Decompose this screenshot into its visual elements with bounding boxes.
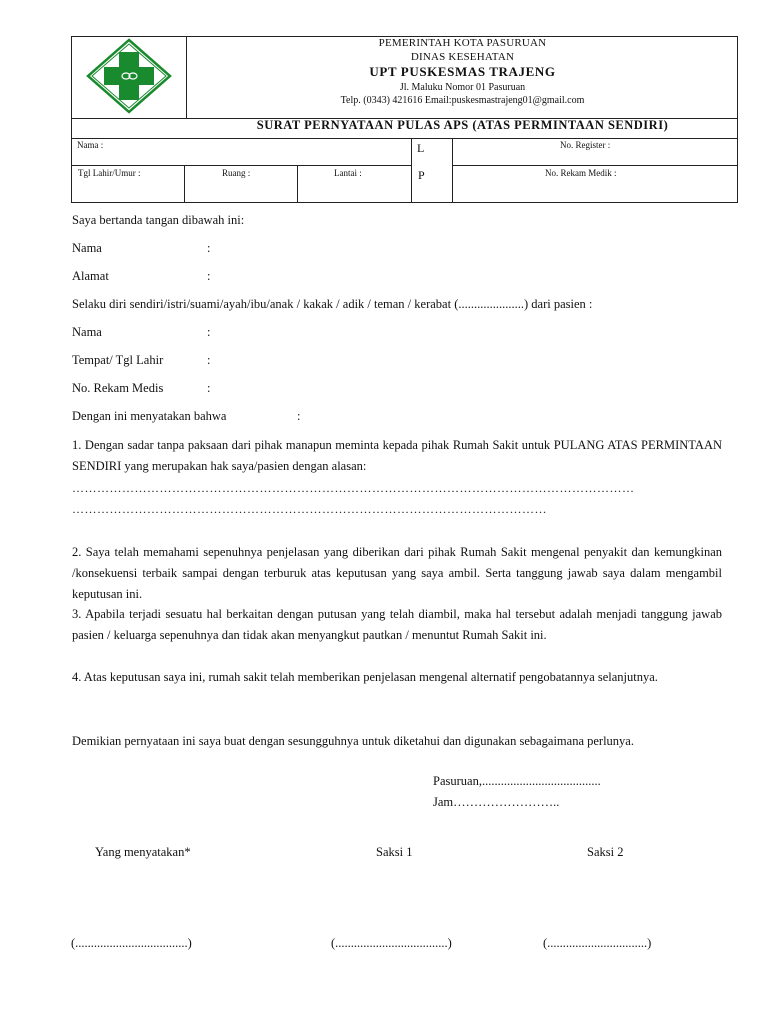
- colon: :: [207, 269, 211, 283]
- signer-label: Yang menyatakan*: [95, 845, 191, 859]
- signer-blank: (....................................): [71, 936, 192, 950]
- divider: [184, 165, 185, 203]
- saksi1-blank: (....................................): [331, 936, 452, 950]
- statement-4: 4. Atas keputusan saya ini, rumah sakit telah memberikan penjelasan mengenal alternatif pengobatannya selanjutnya.: [72, 670, 658, 684]
- reason-dots-2: ……………………………………………………………………………………………………: [72, 502, 547, 516]
- green-cross-logo-icon: [86, 38, 172, 114]
- ttl-label: Tempat/ Tgl Lahir: [72, 353, 164, 367]
- colon: :: [207, 241, 211, 255]
- divider: [452, 165, 738, 166]
- closing-text: Demikian pernyataan ini saya buat dengan sesungguhnya untuk diketahui dan digunakan sebagaimana perlunya.: [72, 734, 634, 748]
- tgl-lahir-cell: Tgl Lahir/Umur :: [78, 168, 141, 178]
- gender-l: L: [417, 141, 425, 155]
- nama-cell: Nama :: [77, 140, 104, 150]
- colon: :: [207, 381, 211, 395]
- gender-p: P: [418, 168, 425, 182]
- dept-name: DINAS KESEHATAN: [410, 51, 515, 63]
- statement-1: 1. Dengan sadar tanpa paksaan dari pihak manapun meminta kepada pihak Rumah Sakit untuk PULANG ATAS PERMINTAAN SENDIRI yang merupakan hak saya/pasien dengan alasan:: [72, 438, 722, 473]
- divider: [297, 165, 298, 203]
- colon: :: [207, 353, 211, 367]
- statement-3: 3. Apabila terjadi sesuatu hal berkaitan dengan putusan yang telah diambil, maka hal tersebut adalah menjadi tanggung jawab pasien / keluarga sepenuhnya dan tidak akan menyangkut pautkan / menuntut Rumah Sakit ini.: [72, 607, 722, 642]
- place-date: Pasuruan,......................................: [433, 774, 601, 788]
- divider: [71, 165, 411, 166]
- divider: [411, 138, 412, 203]
- nama-label: Nama: [72, 241, 102, 255]
- no-rekam-cell: No. Rekam Medik :: [545, 168, 617, 178]
- ruang-cell: Ruang :: [222, 168, 251, 178]
- saksi1-label: Saksi 1: [376, 845, 413, 859]
- gov-name: PEMERINTAH KOTA PASURUAN: [378, 37, 547, 49]
- colon: :: [207, 325, 211, 339]
- address: Jl. Maluku Nomor 01 Pasuruan: [399, 82, 526, 93]
- alamat-label: Alamat: [72, 269, 109, 283]
- norm-label: No. Rekam Medis: [72, 381, 164, 395]
- divider: [71, 138, 738, 139]
- lantai-cell: Lantai :: [334, 168, 362, 178]
- dengan-text: Dengan ini menyatakan bahwa: [72, 409, 227, 423]
- divider: [452, 138, 453, 203]
- saksi2-label: Saksi 2: [587, 845, 624, 859]
- colon: :: [297, 409, 301, 423]
- statement-2: 2. Saya telah memahami sepenuhnya penjelasan yang diberikan dari pihak Rumah Sakit mengenal penyakit dan kemungkinan /konsekuensi terbaik sampai dengan terburuk atas keputusan yang saya ambil. Serta tanggung jawab saya dalam mengambil keputusan ini.: [72, 545, 722, 601]
- form-title: SURAT PERNYATAAN PULAS APS (ATAS PERMINTAAN SENDIRI): [256, 118, 669, 132]
- contact: Telp. (0343) 421616 Email:puskesmastrajeng01@gmail.com: [340, 95, 585, 106]
- selaku-text: Selaku diri sendiri/istri/suami/ayah/ibu/anak / kakak / adik / teman / kerabat (.....................) dari pasien :: [72, 297, 593, 311]
- nama2-label: Nama: [72, 325, 102, 339]
- reason-dots-1: ………………………………………………………………………………………………………………………: [72, 481, 635, 495]
- unit-name: UPT PUSKESMAS TRAJENG: [369, 64, 556, 79]
- intro-text: Saya bertanda tangan dibawah ini:: [72, 213, 245, 227]
- no-register-cell: No. Register :: [560, 140, 611, 150]
- saksi2-blank: (................................): [543, 936, 652, 950]
- time: Jam……………………..: [433, 795, 560, 809]
